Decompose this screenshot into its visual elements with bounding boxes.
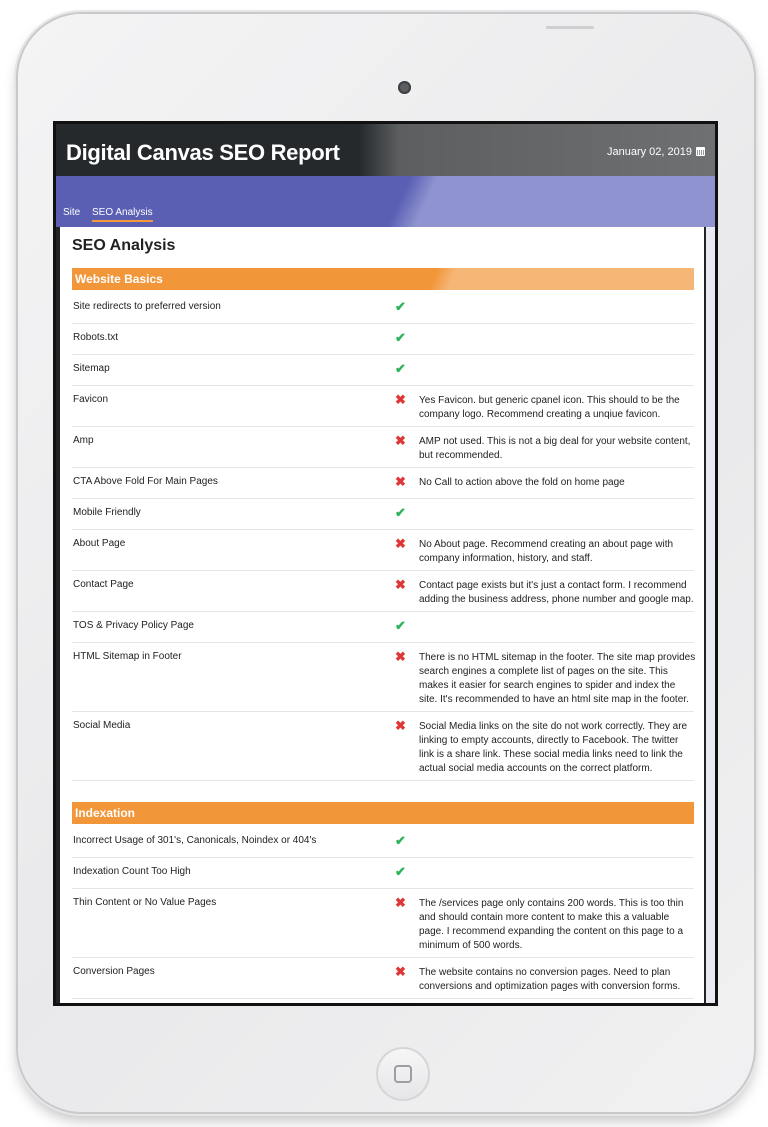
row-note: The /services page only contains 200 words. This is too thin and should contain more content to make this a valuable page. I recommend expanding the content on this page to a minimum of 500 words. — [419, 898, 684, 951]
x-icon: ✖ — [395, 577, 406, 592]
row-label: Amp — [73, 435, 94, 446]
calendar-icon[interactable] — [696, 147, 705, 156]
table-row — [72, 571, 694, 612]
row-label: Social Media — [73, 720, 131, 731]
x-icon: ✖ — [395, 433, 406, 448]
table-row — [72, 427, 694, 468]
check-icon: ✔ — [395, 330, 406, 345]
tab-seo-analysis[interactable]: SEO Analysis — [92, 207, 153, 222]
row-label: Robots.txt — [73, 332, 119, 343]
row-label: HTML Sitemap in Footer — [73, 651, 182, 662]
row-label: Incorrect Usage of 301's, Canonicals, Noindex or 404's — [73, 835, 317, 846]
x-icon: ✖ — [395, 964, 406, 979]
row-label: Contact Page — [73, 579, 134, 590]
x-icon: ✖ — [395, 718, 406, 733]
x-icon: ✖ — [395, 649, 406, 664]
check-icon: ✔ — [395, 864, 406, 879]
row-label: CTA Above Fold For Main Pages — [73, 476, 218, 487]
row-label: Sitemap — [73, 363, 110, 374]
row-note: Yes Favicon. but generic cpanel icon. This should to be the company logo. Recommend creating a unqiue favicon. — [419, 395, 680, 420]
table-row — [72, 889, 694, 958]
report-title: Digital Canvas SEO Report — [66, 140, 340, 165]
screen — [53, 121, 718, 1006]
row-label: Indexation Count Too High — [73, 866, 191, 877]
row-label: Favicon — [73, 394, 109, 405]
row-note: AMP not used. This is not a big deal for your website content, but recommended. — [419, 436, 691, 461]
table-row — [72, 386, 694, 427]
table-row — [72, 468, 694, 499]
front-camera — [398, 81, 411, 94]
report-date[interactable] — [607, 146, 705, 158]
table-row — [72, 355, 694, 386]
section-header: Indexation — [72, 802, 694, 824]
row-label: Thin Content or No Value Pages — [73, 897, 217, 908]
check-icon: ✔ — [395, 833, 406, 848]
table-row — [72, 643, 694, 712]
row-note: Social Media links on the site do not work correctly. They are linking to empty accounts, directly to Facebook. The twitter link is a share link. These social media links need to link the actual social media accounts on the correct platform. — [419, 721, 688, 774]
nav-bar — [56, 176, 715, 227]
x-icon: ✖ — [395, 474, 406, 489]
table-row — [72, 530, 694, 571]
scrollbar-track[interactable] — [706, 227, 715, 1006]
row-note: No About page. Recommend creating an about page with company information, history, and staff. — [419, 539, 674, 564]
x-icon: ✖ — [395, 392, 406, 407]
table-row — [72, 324, 694, 355]
table-row — [72, 293, 694, 324]
row-label: TOS & Privacy Policy Page — [73, 620, 194, 631]
row-note: Contact page exists but it's just a contact form. I recommend adding the business address, phone number and google map. — [419, 580, 694, 605]
tab-site[interactable]: Site — [63, 207, 81, 218]
row-note: No Call to action above the fold on home page — [419, 477, 625, 488]
section-header: Website Basics — [72, 268, 694, 290]
table-row — [72, 827, 694, 858]
row-label: About Page — [73, 538, 126, 549]
report-header — [56, 124, 715, 176]
table-row — [72, 712, 694, 781]
row-note: There is no HTML sitemap in the footer. The site map provides search engines a complete list of pages on the site. This makes it easier for search engines to spider and index the site. It's recommended to have an html site map in the footer. — [419, 652, 696, 705]
home-square-icon — [394, 1065, 412, 1083]
row-label: Conversion Pages — [73, 966, 155, 977]
home-button[interactable] — [376, 1047, 430, 1101]
check-icon: ✔ — [395, 299, 406, 314]
table-row — [72, 612, 694, 643]
check-icon: ✔ — [395, 618, 406, 633]
table-row — [72, 858, 694, 889]
check-icon: ✔ — [395, 361, 406, 376]
row-label: Mobile Friendly — [73, 507, 141, 518]
row-label: Site redirects to preferred version — [73, 301, 221, 312]
power-button — [546, 26, 594, 29]
x-icon: ✖ — [395, 536, 406, 551]
page-title: SEO Analysis — [72, 237, 176, 254]
report-date-text: January 02, 2019 — [606, 146, 692, 158]
row-note: The website contains no conversion pages. Need to plan conversions and optimization pages with conversion forms. — [419, 967, 681, 992]
table-row — [72, 958, 694, 999]
check-icon: ✔ — [395, 505, 406, 520]
table-row — [72, 499, 694, 530]
x-icon: ✖ — [395, 895, 406, 910]
report-content — [60, 227, 704, 1006]
